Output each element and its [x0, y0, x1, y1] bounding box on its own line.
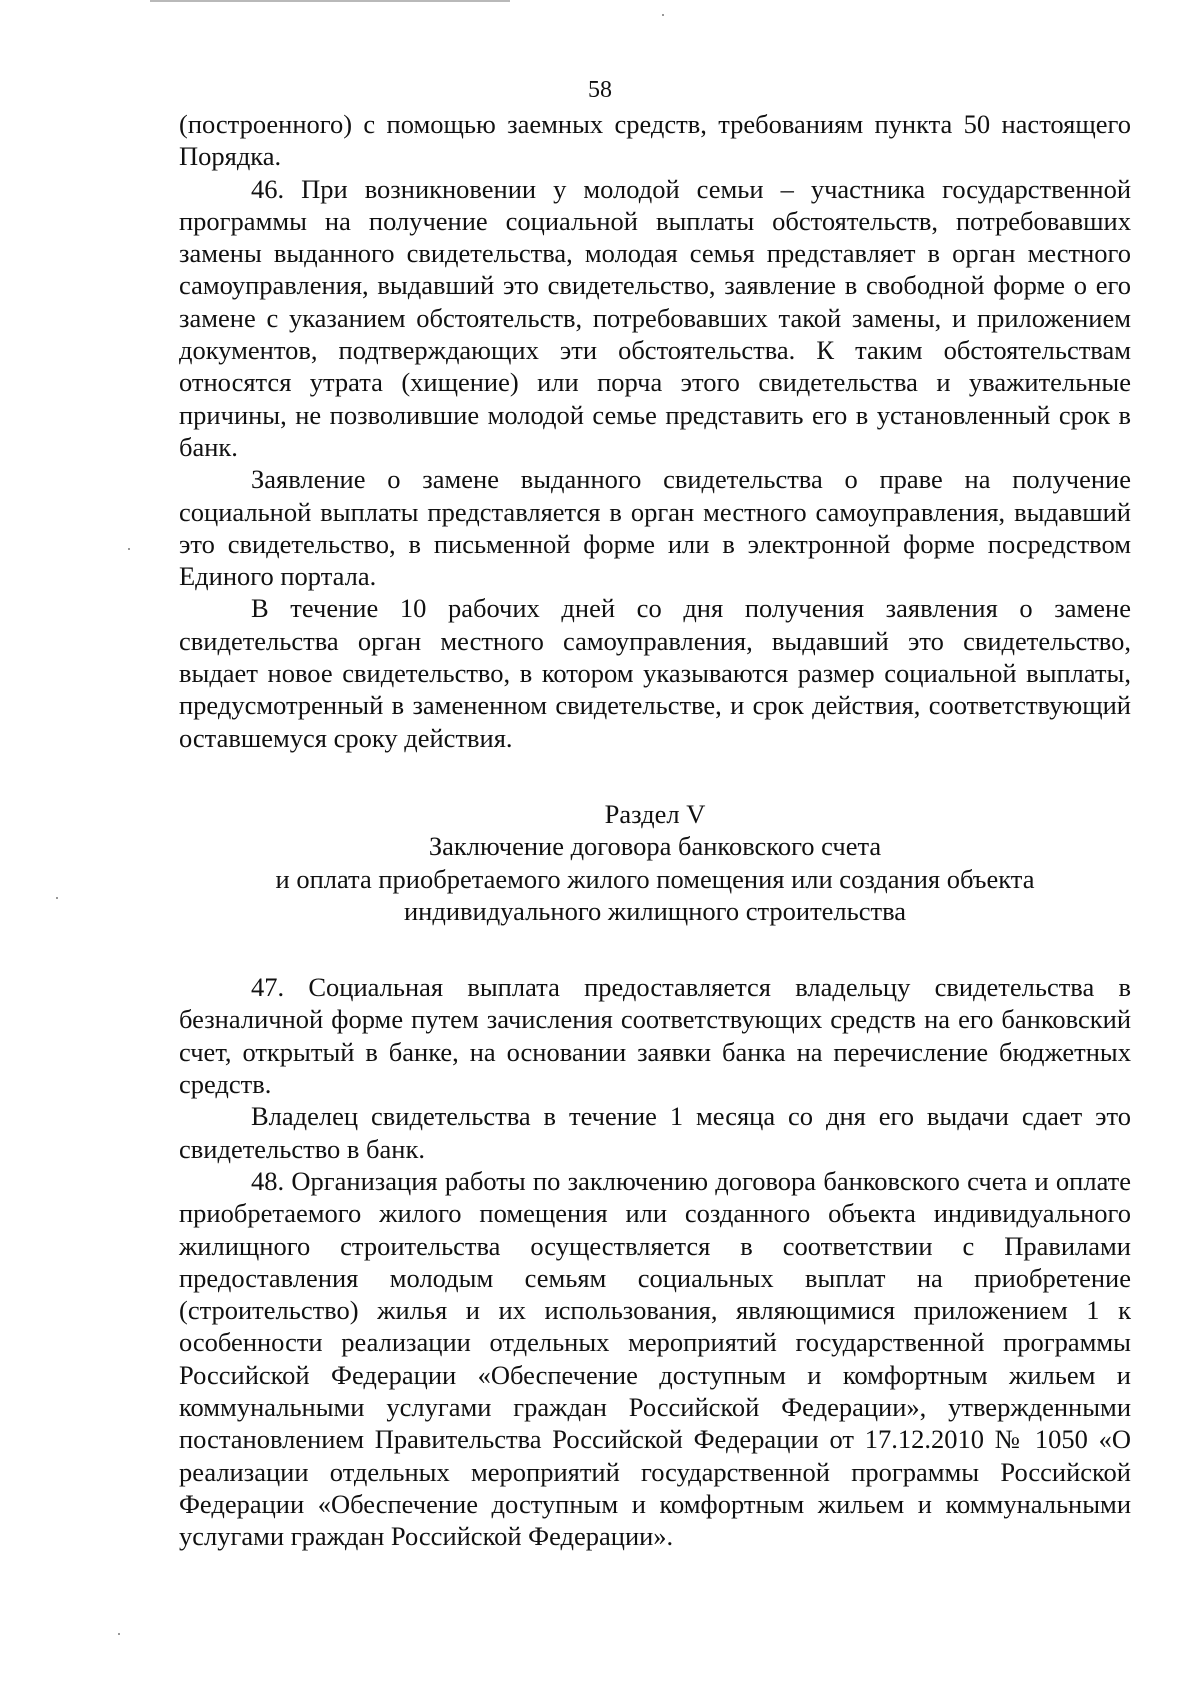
section-heading	[179, 798, 1131, 927]
section-title-line: индивидуального жилищного строительства	[403, 895, 906, 926]
scan-speck	[118, 1633, 120, 1635]
scan-edge-line	[150, 0, 510, 2]
paragraph: 48. Организация работы по заключению договора банковского счета и оплате приобретаемого жилого помещения или созданного объекта индивидуального жилищного строительства осуществляется в соответствии с Правилами предоставления молодым семьям социальных выплат на приобретение (строительство) жилья и их использования, являющимися приложением 1 к особенности реализации отдельных мероприятий государственной программы Российской Федерации «Обеспечение доступным и комфортным жильем и коммунальными услугами граждан Российской Федерации», утвержденными постановлением Правительства Российской Федерации от 17.12.2010 № 1050 «О реализации отдельных мероприятий государственной программы Российской Федерации «Обеспечение доступным и комфортным жильем и коммунальными услугами граждан Российской Федерации».	[179, 1165, 1131, 1552]
paragraph: Заявление о замене выданного свидетельства о праве на получение социальной выплаты представляется в орган местного самоуправления, выдавший это свидетельство, в письменной форме или в электронной форме посредством Единого портала.	[179, 464, 1131, 592]
page-number: 58	[588, 77, 612, 103]
paragraph: 47. Социальная выплата предоставляется владельцу свидетельства в безналичной форме путем зачисления соответствующих средств на его банковский счет, открытый в банке, на основании заявки банка на перечисление бюджетных средств.	[179, 972, 1131, 1100]
paragraphs-before-section	[179, 108, 1131, 754]
section-title-line: Заключение договора банковского счета	[428, 831, 882, 862]
paragraph: (построенного) с помощью заемных средств, требованиям пункта 50 настоящего Порядка.	[179, 109, 1131, 172]
paragraph: Владелец свидетельства в течение 1 месяца со дня его выдачи сдает это свидетельство в банк.	[179, 1101, 1131, 1164]
scan-speck	[56, 897, 58, 899]
section-title-line: и оплата приобретаемого жилого помещения или создания объекта	[275, 863, 1035, 894]
scan-speck	[128, 548, 130, 550]
paragraph: 46. При возникновении у молодой семьи – участника государственной программы на получение социальной выплаты обстоятельств, потребовавших замены выданного свидетельства, молодая семья представляет в орган местного самоуправления, выдавший это свидетельство, заявление в свободной форме о его замене с указанием обстоятельств, потребовавших такой замены, и приложением документов, подтверждающих эти обстоятельства. К таким обстоятельствам относятся утрата (хищение) или порча этого свидетельства и уважительные причины, не позволившие молодой семье представить его в установленный срок в банк.	[179, 173, 1131, 462]
paragraphs-after-section	[179, 971, 1131, 1552]
section-label: Раздел V	[604, 798, 706, 829]
scan-speck	[662, 14, 664, 16]
document-body	[179, 108, 1131, 1552]
paragraph: В течение 10 рабочих дней со дня получения заявления о замене свидетельства орган местного самоуправления, выдавший это свидетельство, выдает новое свидетельство, в котором указываются размер социальной выплаты, предусмотренный в замененном свидетельстве, и срок действия, соответствующий оставшемуся сроку действия.	[179, 593, 1131, 753]
